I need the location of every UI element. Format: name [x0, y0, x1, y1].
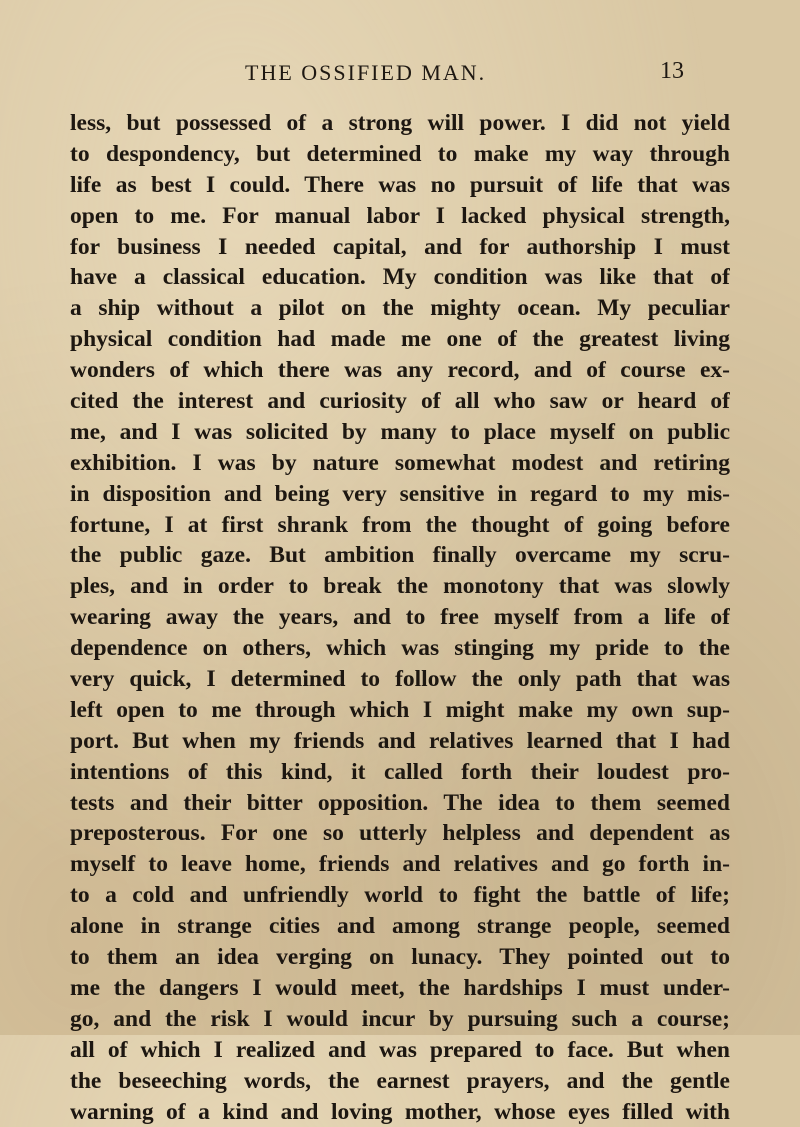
text-line: very quick, I determined to follow the only path that was [70, 664, 730, 695]
text-line: have a classical education. My condition was like that of [70, 262, 730, 293]
text-line: ples, and in order to break the monotony that was slowly [70, 571, 730, 602]
text-line: wearing away the years, and to free myself from a life of [70, 602, 730, 633]
text-line: me, and I was solicited by many to place myself on public [70, 417, 730, 448]
body-text [70, 108, 730, 1127]
text-line: warning of a kind and loving mother, whose eyes filled with [70, 1097, 730, 1127]
text-line: to a cold and unfriendly world to fight the battle of life; [70, 880, 730, 911]
text-line: left open to me through which I might make my own sup- [70, 695, 730, 726]
text-line: the public gaze. But ambition finally overcame my scru- [70, 540, 730, 571]
text-line: the beseeching words, the earnest prayers, and the gentle [70, 1066, 730, 1097]
text-line: in disposition and being very sensitive in regard to my mis- [70, 479, 730, 510]
text-line: all of which I realized and was prepared to face. But when [70, 1035, 730, 1066]
page-number: 13 [660, 58, 684, 85]
text-line: less, but possessed of a strong will power. I did not yield [70, 108, 730, 139]
text-line: myself to leave home, friends and relatives and go forth in- [70, 849, 730, 880]
text-line: tests and their bitter opposition. The idea to them seemed [70, 788, 730, 819]
running-head [0, 58, 800, 88]
text-line: exhibition. I was by nature somewhat modest and retiring [70, 448, 730, 479]
text-line: fortune, I at first shrank from the thought of going before [70, 510, 730, 541]
running-title: THE OSSIFIED MAN. [245, 60, 486, 86]
text-line: life as best I could. There was no pursuit of life that was [70, 170, 730, 201]
text-line: for business I needed capital, and for authorship I must [70, 232, 730, 263]
text-line: cited the interest and curiosity of all who saw or heard of [70, 386, 730, 417]
text-line: alone in strange cities and among strange people, seemed [70, 911, 730, 942]
text-line: a ship without a pilot on the mighty ocean. My peculiar [70, 293, 730, 324]
text-line: intentions of this kind, it called forth their loudest pro- [70, 757, 730, 788]
text-line: to them an idea verging on lunacy. They pointed out to [70, 942, 730, 973]
text-line: wonders of which there was any record, and of course ex- [70, 355, 730, 386]
text-line: open to me. For manual labor I lacked physical strength, [70, 201, 730, 232]
text-line: to despondency, but determined to make my way through [70, 139, 730, 170]
text-line: physical condition had made me one of the greatest living [70, 324, 730, 355]
text-line: preposterous. For one so utterly helpless and dependent as [70, 818, 730, 849]
text-line: dependence on others, which was stinging my pride to the [70, 633, 730, 664]
text-line: go, and the risk I would incur by pursuing such a course; [70, 1004, 730, 1035]
text-line: port. But when my friends and relatives learned that I had [70, 726, 730, 757]
text-line: me the dangers I would meet, the hardships I must under- [70, 973, 730, 1004]
